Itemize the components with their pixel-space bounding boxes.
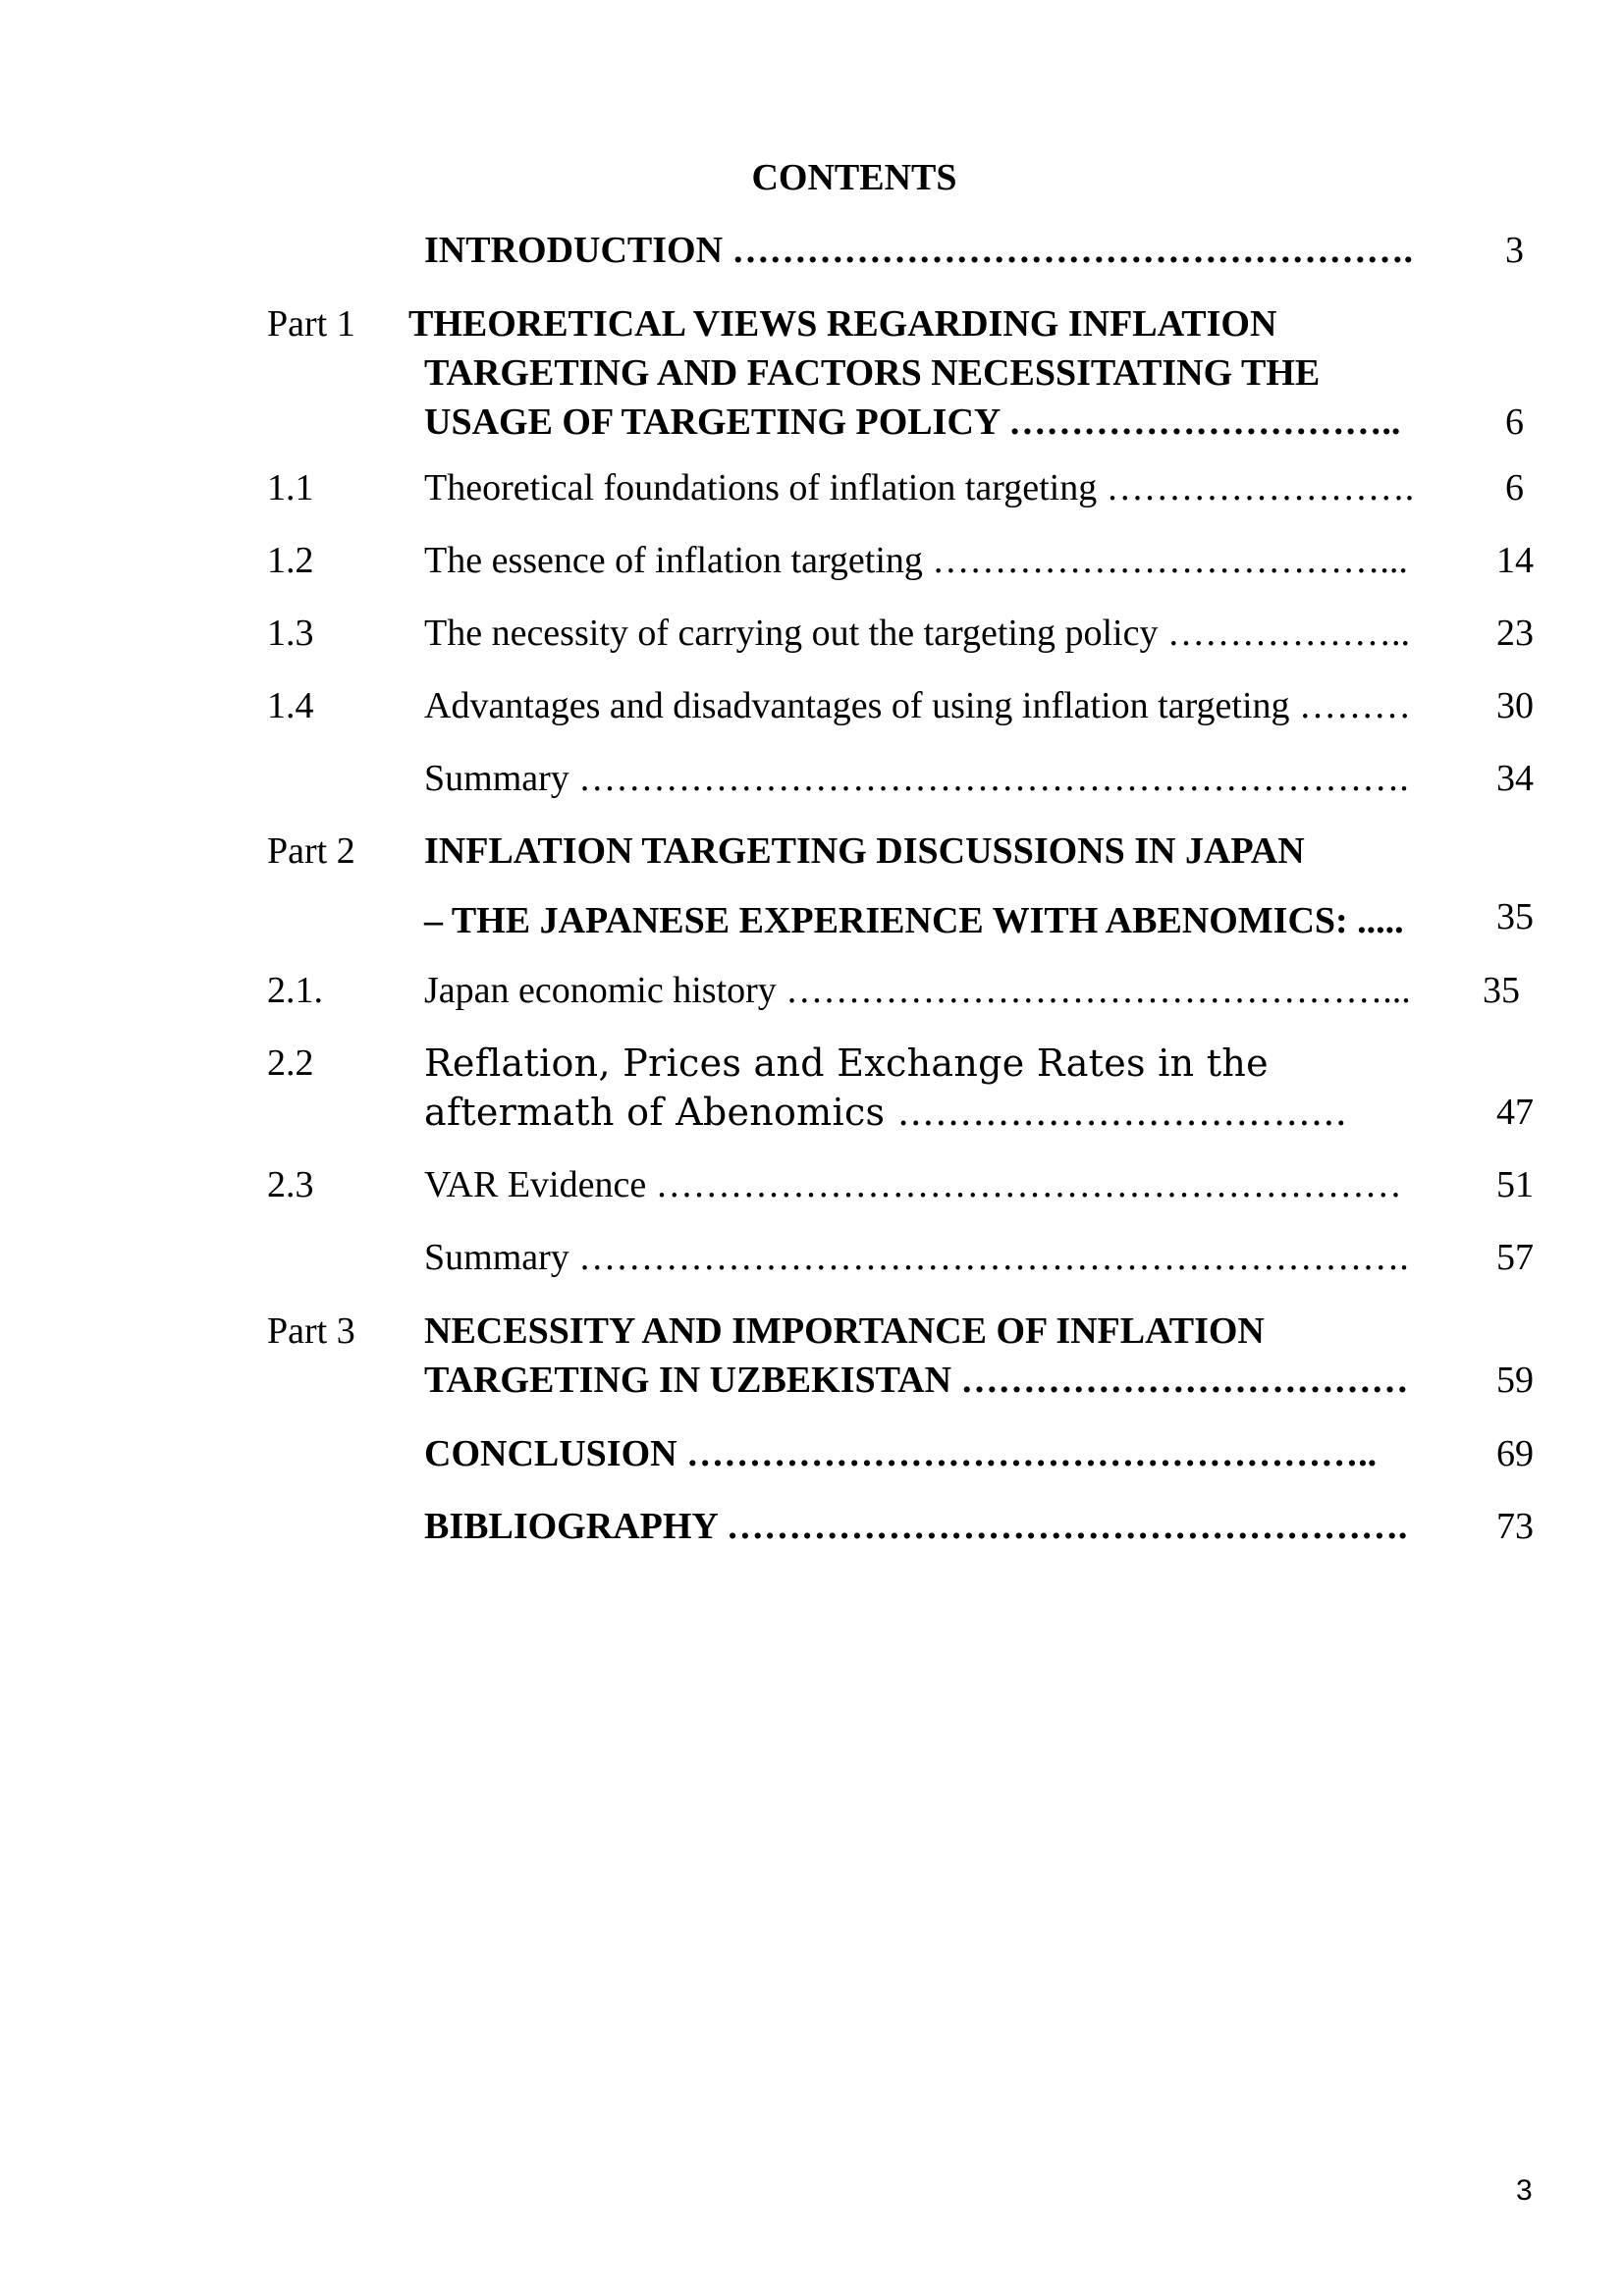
toc-page-number: 51 bbox=[1496, 1164, 1534, 1205]
toc-page-number: 57 bbox=[1496, 1237, 1534, 1278]
toc-page-number: 3 bbox=[1505, 230, 1524, 271]
toc-entry-title: – THE JAPANESE EXPERIENCE WITH ABENOMICS: ..... bbox=[424, 900, 1404, 941]
toc-page-number: 34 bbox=[1496, 758, 1534, 799]
toc-entry-number: Part 2 bbox=[267, 830, 355, 872]
toc-entry-title: INTRODUCTION ………………………………………………. bbox=[424, 230, 1414, 271]
toc-entry-number: 2.2 bbox=[267, 1042, 314, 1084]
toc-page-number: 69 bbox=[1496, 1433, 1534, 1474]
toc-entry-title: CONCLUSION ……………………………………………….. bbox=[424, 1433, 1378, 1474]
toc-page-number: 73 bbox=[1496, 1506, 1534, 1547]
toc-entry-number: 1.3 bbox=[267, 613, 314, 654]
toc-page-number: 35 bbox=[1483, 970, 1520, 1011]
toc-entry-title: Reflation, Prices and Exchange Rates in the aftermath of Abenomics ……………………………... bbox=[424, 1041, 1348, 1134]
toc-entry-number: 2.3 bbox=[267, 1164, 314, 1205]
toc-page-number: 6 bbox=[1505, 401, 1524, 443]
toc-entry-title: BIBLIOGRAPHY ………………………………………………. bbox=[424, 1506, 1408, 1547]
toc-page-number: 23 bbox=[1496, 613, 1534, 654]
toc-page-number: 6 bbox=[1505, 467, 1524, 508]
toc-entry-title: INFLATION TARGETING DISCUSSIONS IN JAPAN bbox=[424, 830, 1305, 872]
toc-entry-number: 1.2 bbox=[267, 540, 314, 581]
toc-entry-number: 1.1 bbox=[267, 467, 314, 508]
toc-page-number: 47 bbox=[1496, 1092, 1534, 1133]
toc-entry-title: Advantages and disadvantages of using inflation targeting ……… bbox=[424, 685, 1412, 726]
toc-entry-title: Summary …………………………………………………………. bbox=[424, 1237, 1409, 1278]
footer-page-number: 3 bbox=[1516, 2174, 1533, 2207]
toc-entry-title: Theoretical foundations of inflation targeting ……………………. bbox=[424, 467, 1415, 508]
toc-page-number: 30 bbox=[1496, 685, 1534, 726]
toc-page-number: 14 bbox=[1496, 540, 1534, 581]
toc-entry-number: 1.4 bbox=[267, 685, 314, 726]
toc-page-number: 35 bbox=[1496, 896, 1534, 937]
toc-entry-title: NECESSITY AND IMPORTANCE OF INFLATION TARGETING IN UZBEKISTAN ……………………………… bbox=[424, 1310, 1409, 1401]
toc-entry-title: Japan economic history …………………………………………... bbox=[424, 970, 1411, 1011]
toc-entry-number: Part 1 bbox=[267, 303, 355, 345]
toc-entry-title: VAR Evidence …………………………………………………… bbox=[424, 1164, 1402, 1205]
toc-entry-number: Part 3 bbox=[267, 1310, 355, 1352]
toc-entry-title: THEORETICAL VIEWS REGARDING INFLATION TARGETING AND FACTORS NECESSITATING THE USAGE OF TARGETING POLICY ………………………….. bbox=[408, 303, 1401, 443]
toc-entry-title: The essence of inflation targeting ………………………………... bbox=[424, 540, 1408, 581]
toc-entry-number: 2.1. bbox=[267, 970, 323, 1011]
toc-entry-title: Summary …………………………………………………………. bbox=[424, 758, 1409, 799]
contents-heading: CONTENTS bbox=[751, 157, 957, 198]
toc-entry-title: The necessity of carrying out the targeting policy ……………….. bbox=[424, 613, 1410, 654]
toc-page-number: 59 bbox=[1496, 1360, 1534, 1401]
